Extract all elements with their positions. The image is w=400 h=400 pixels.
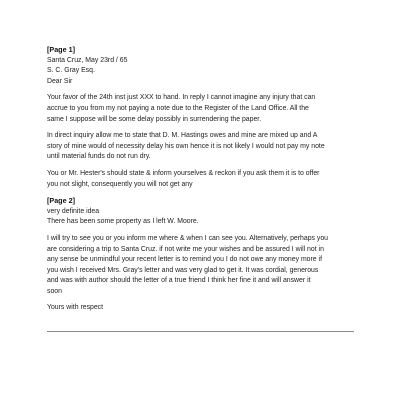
paragraph-line: any sense be unmindful your recent letter is to remind you I do not owe any money more if — [47, 256, 323, 264]
letter-content — [47, 45, 359, 314]
paragraph-line: In direct inquiry allow me to state that D. M. Hastings owes and mine are mixed up and A — [47, 132, 318, 140]
paragraph-3 — [47, 169, 359, 190]
footer-divider — [47, 331, 354, 332]
salutation: Dear Sir — [47, 77, 73, 85]
paragraph-line: you wish I received Mrs. Gray's letter and was very glad to get it. It was cordial, generous — [47, 266, 319, 274]
paragraph-line: Your favor of the 24th inst just XXX to hand. In reply I cannot imagine any injury that can — [47, 94, 316, 102]
paragraph-line: soon — [47, 287, 62, 295]
paragraph-2 — [47, 131, 359, 163]
paragraph-line: are considering a trip to Santa Cruz. if not write me your wishes and be assured I will not in — [47, 245, 324, 253]
page2-line: very definite idea — [47, 207, 100, 215]
place-date: Santa Cruz, May 23rd / 65 — [47, 56, 128, 64]
paragraph-line: You or Mr. Hester's should state & inform yourselves & reckon if you ask them it is to offer — [47, 169, 320, 177]
paragraph-line: you not slight, consequently you will not get any — [47, 180, 193, 188]
closing: Yours with respect — [47, 304, 104, 312]
paragraph-line: until material funds do not run dry. — [47, 153, 151, 161]
page2-line: There has been some property as I left W. Moore. — [47, 218, 199, 226]
page-marker-1: [Page 1] — [47, 45, 75, 54]
paragraph-1 — [47, 93, 359, 125]
paragraph-line: I will try to see you or you inform me where & when I can see you. Alternatively, perhaps you — [47, 234, 328, 242]
paragraph-4 — [47, 234, 359, 298]
page-marker-2: [Page 2] — [47, 196, 75, 206]
paragraph-line: accrue to you from my not paying a note due to the Register of the Land Office. All the — [47, 104, 309, 112]
paragraph-line: story of mine would of necessity delay his own hence it is not likely I would not pay my note — [47, 142, 325, 150]
paragraph-line: and was with author should the letter of a true friend I think her fine it and will answer it — [47, 277, 311, 285]
paragraph-line: same I suppose will be some delay possibly in surrendering the paper. — [47, 115, 262, 123]
recipient: S. C. Gray Esq. — [47, 67, 95, 75]
